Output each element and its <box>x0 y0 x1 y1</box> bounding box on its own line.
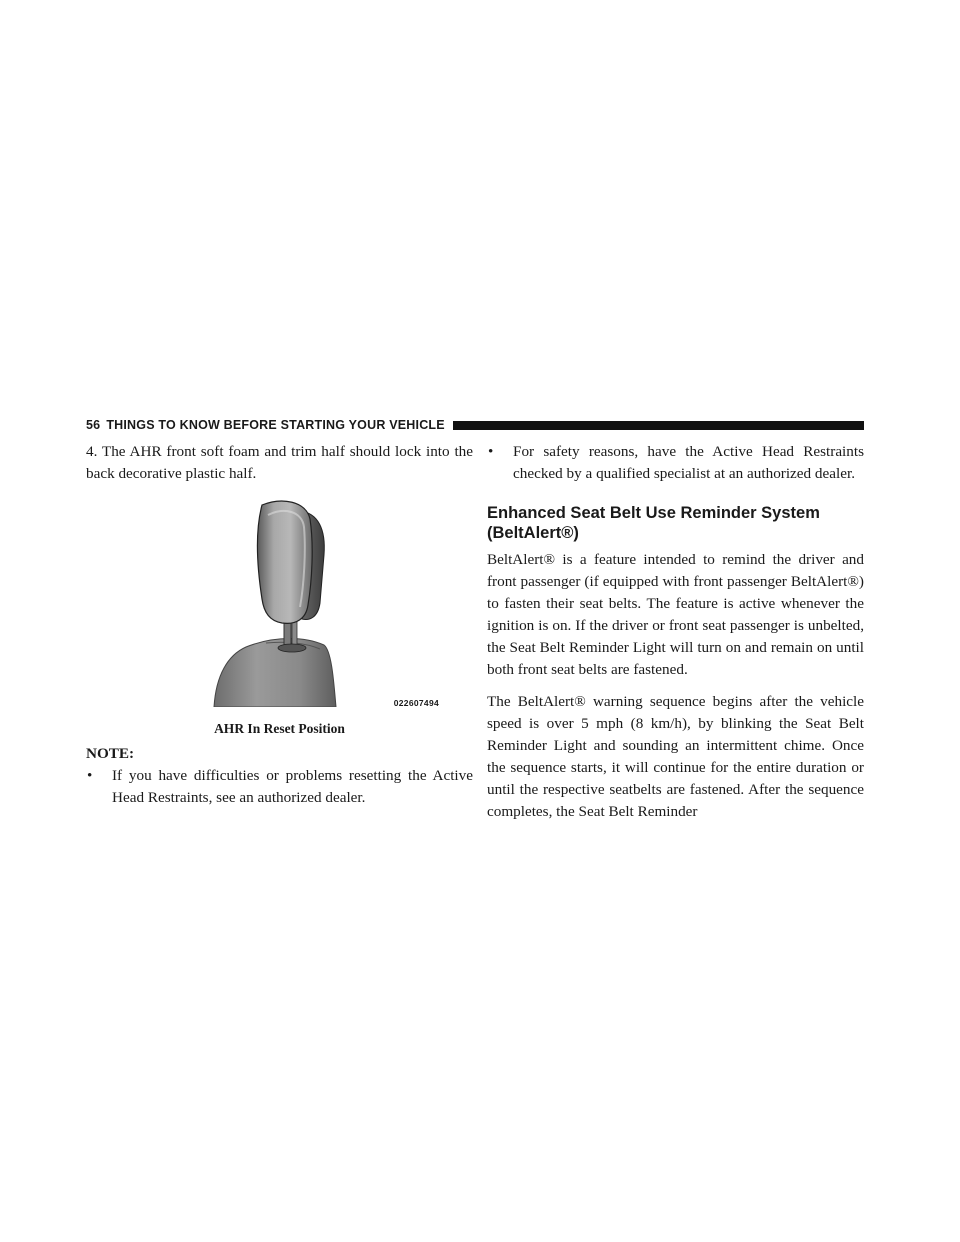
note-bullet-text: If you have difficulties or problems resetting the Active Head Restraints, see an authorized dealer. <box>112 767 473 806</box>
safety-bullet-item <box>487 441 864 485</box>
left-column <box>86 441 473 809</box>
section-title: THINGS TO KNOW BEFORE STARTING YOUR VEHICLE <box>106 418 445 432</box>
figure-id: 022607494 <box>393 698 439 708</box>
section-heading: Enhanced Seat Belt Use Reminder System (BeltAlert®) <box>487 504 820 542</box>
header-rule <box>453 421 864 430</box>
bullet-glyph: • <box>488 443 494 460</box>
bullet-glyph: • <box>87 767 93 784</box>
page-number: 56 <box>86 418 101 432</box>
figure-caption: AHR In Reset Position <box>214 721 345 736</box>
beltalert-paragraph-1: BeltAlert® is a feature intended to remind the driver and front passenger (if equipped with front passenger BeltAlert®) to fasten their seat belts. The feature is active whenever the ignition is on. If the driver or front seat passenger is unbelted, the Seat Belt Reminder Light will turn on and remain on until both front seat belts are fastened. <box>487 551 864 678</box>
step-4-text: 4. The AHR front soft foam and trim half should lock into the back decorative plastic half. <box>86 443 473 482</box>
figure-ahr-reset <box>86 495 473 737</box>
note-label: NOTE: <box>86 745 135 762</box>
safety-bullet-text: For safety reasons, have the Active Head Restraints checked by a qualified specialist at an authorized dealer. <box>513 443 864 482</box>
beltalert-paragraph-2: The BeltAlert® warning sequence begins after the vehicle speed is over 5 mph (8 km/h), by blinking the Seat Belt Reminder Light and sounding an intermittent chime. Once the sequence starts, it will continue for the entire duration or until the respective seatbelts are fastened. After the sequence completes, the Seat Belt Reminder <box>487 693 864 820</box>
page-header <box>86 416 864 434</box>
head-restraint-illustration <box>206 495 346 707</box>
note-bullet-item <box>86 765 473 809</box>
right-column <box>487 441 864 823</box>
